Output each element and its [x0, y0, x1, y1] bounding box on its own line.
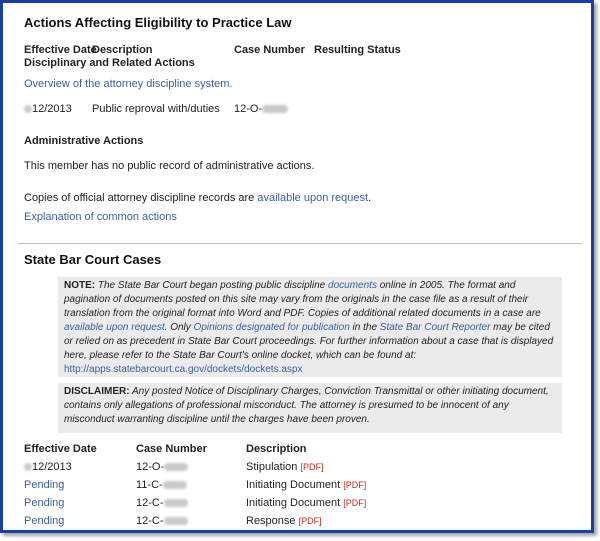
case-row-date: 12/2013	[24, 461, 72, 473]
disciplinary-subheading: Disciplinary and Related Actions	[24, 57, 195, 69]
case-row-number: 12-C-	[136, 497, 188, 509]
available-request-link[interactable]: available upon request	[64, 322, 165, 333]
administrative-statement: This member has no public record of administrative actions.	[24, 160, 315, 172]
disclaimer-box: DISCLAIMER: Any posted Notice of Disciplinary Charges, Conviction Transmittal or other initiating document, contains only allegations of professional misconduct. The attorney is presumed to be innocent of any misconduct warranting discipline until the charges have been proven.	[58, 383, 562, 433]
section-divider	[18, 243, 582, 244]
case-row-description: Stipulation [PDF]	[246, 461, 324, 473]
docket-url-link[interactable]: http://apps.statebarcourt.ca.gov/dockets/dockets.aspx	[64, 364, 303, 375]
redacted-mark	[164, 517, 188, 525]
col-description: Description	[92, 44, 153, 56]
pdf-link[interactable]: [PDF]	[300, 462, 324, 472]
case-row-description: Initiating Document [PDF]	[246, 479, 367, 491]
eligibility-heading: Actions Affecting Eligibility to Practice Law	[24, 15, 292, 30]
case-row-description: Initiating Document [PDF]	[246, 497, 367, 509]
action-description: Public reproval with/duties	[92, 103, 220, 115]
court-col-effective-date: Effective Date	[24, 443, 97, 455]
copies-request-link[interactable]: available upon request	[257, 192, 369, 204]
copies-text: Copies of official attorney discipline records are available upon request.	[24, 192, 372, 204]
case-row-date-link[interactable]: Pending	[24, 479, 65, 491]
disclaimer-label: DISCLAIMER:	[64, 386, 130, 397]
court-col-case-number: Case Number	[136, 443, 207, 455]
case-row-date-link[interactable]: Pending	[24, 497, 65, 509]
pdf-link[interactable]: [PDF]	[343, 480, 367, 490]
case-row-number: 12-O-	[136, 461, 188, 473]
overview-link[interactable]: Overview of the attorney discipline system.	[24, 78, 233, 90]
redacted-mark	[262, 105, 288, 113]
case-row-number: 11-C-	[136, 479, 187, 491]
redacted-mark	[24, 463, 32, 471]
court-heading: State Bar Court Cases	[24, 252, 162, 267]
redacted-mark	[164, 499, 188, 507]
note-label: NOTE:	[64, 280, 96, 291]
col-resulting-status: Resulting Status	[314, 44, 401, 56]
explanation-link[interactable]: Explanation of common actions	[24, 211, 177, 223]
pdf-link[interactable]: [PDF]	[343, 498, 367, 508]
redacted-mark	[24, 105, 32, 113]
pdf-link[interactable]: [PDF]	[298, 516, 322, 526]
documents-link[interactable]: documents	[328, 280, 377, 291]
case-row-description: Response [PDF]	[246, 515, 322, 527]
court-col-description: Description	[246, 443, 307, 455]
case-row-number: 12-C-	[136, 515, 188, 527]
col-effective-date: Effective Date	[24, 44, 97, 56]
action-case-number: 12-O-	[234, 103, 288, 115]
redacted-mark	[163, 481, 187, 489]
case-row-date-link[interactable]: Pending	[24, 515, 65, 527]
administrative-heading: Administrative Actions	[24, 135, 144, 147]
note-box: NOTE: The State Bar Court began posting public discipline documents online in 2005. The format and pagination of documents posted on this site may vary from the originals in the case file as a result of their translation from the original format into Word and PDF. Copies of additional related documents in a case are available upon request. Only Opinions designated for publication in the State Bar Court Reporter may be cited or relied on as precedent in State Bar Court proceedings. For further information about a case that is displayed here, please refer to the State Bar Court's online docket, which can be found at: http://apps.statebarcourt.ca.gov/dockets/dockets.aspx	[58, 277, 562, 377]
court-reporter-link[interactable]: State Bar Court Reporter	[379, 322, 491, 333]
opinions-link[interactable]: Opinions designated for publication	[193, 322, 350, 333]
col-case-number: Case Number	[234, 44, 305, 56]
redacted-mark	[164, 463, 188, 471]
action-date: 12/2013	[24, 103, 72, 115]
